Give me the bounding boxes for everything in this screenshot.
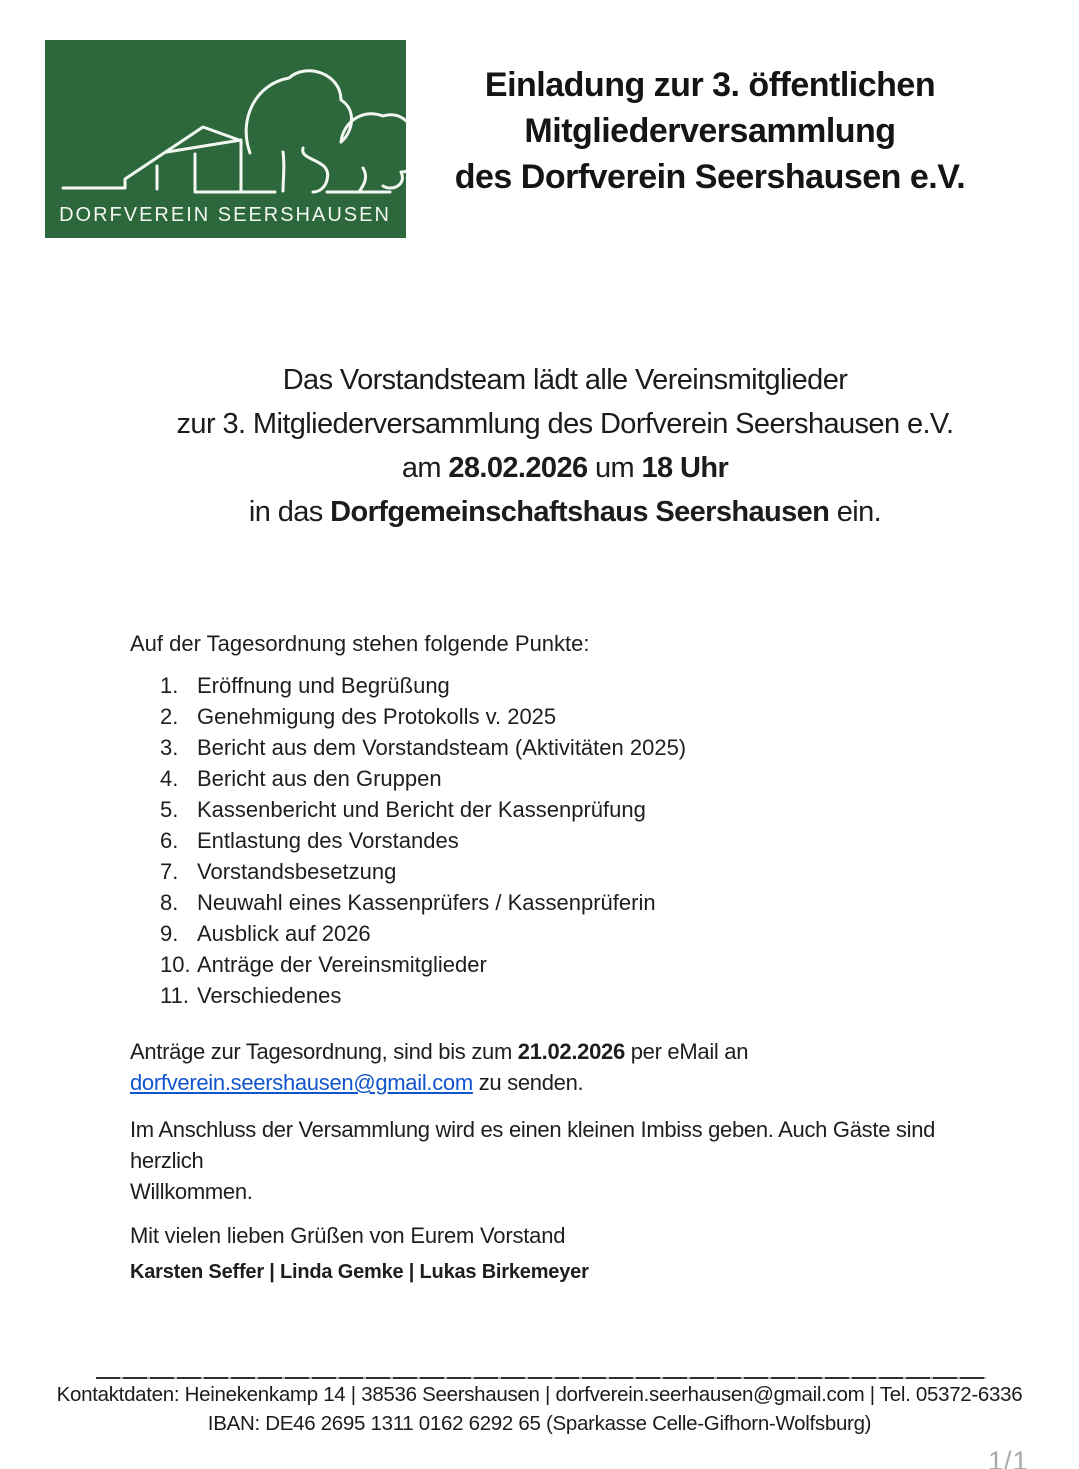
agenda-item <box>160 887 920 918</box>
org-name: DORFVEREIN SEERSHAUSEN <box>59 204 391 226</box>
title-line-2: Mitgliederversammlung <box>524 112 896 150</box>
motions-paragraph <box>130 1036 990 1098</box>
motions-line-2 <box>130 1067 990 1098</box>
agenda-item <box>160 732 920 763</box>
title-line-1: Einladung zur 3. öffentlichen <box>484 66 936 104</box>
agenda-item-number: 11. <box>160 983 189 1008</box>
agenda-item-text: Bericht aus dem Vorstandsteam (Aktivitäten 2025) <box>197 735 687 760</box>
imbiss-paragraph <box>130 1114 1010 1207</box>
agenda-list <box>160 670 920 1011</box>
email-link[interactable]: dorfverein.seershausen@gmail.com <box>130 1070 473 1095</box>
agenda-item-text: Kassenbericht und Bericht der Kassenprüfung <box>197 797 646 822</box>
agenda-item-text: Vorstandsbesetzung <box>197 859 397 884</box>
logo-art-icon <box>45 40 406 238</box>
agenda-item <box>160 918 920 949</box>
invitation-line-3 <box>50 446 1079 490</box>
closing-greeting: Mit vielen lieben Grüßen von Eurem Vorstand <box>130 1223 566 1248</box>
meeting-date: 28.02.2026 <box>448 452 588 484</box>
invitation-line-3-pre: am <box>401 452 449 484</box>
agenda-item-text: Entlastung des Vorstandes <box>197 828 459 853</box>
agenda-item-text: Verschiedenes <box>197 983 342 1008</box>
agenda-item <box>160 763 920 794</box>
agenda-item <box>160 701 920 732</box>
motions-line-1 <box>130 1036 990 1067</box>
agenda-item-text: Neuwahl eines Kassenprüfers / Kassenprüferin <box>197 890 656 915</box>
motions-pre: Anträge zur Tagesordnung, sind bis zum <box>130 1039 518 1064</box>
agenda-item-number: 4. <box>160 766 179 791</box>
logo <box>45 40 406 238</box>
invitation-line-2: zur 3. Mitgliederversammlung des Dorfverein Seershausen e.V. <box>176 408 954 440</box>
agenda-item-number: 8. <box>160 890 179 915</box>
agenda-item-text: Eröffnung und Begrüßung <box>197 673 450 698</box>
agenda-item <box>160 825 920 856</box>
footer-iban-line: IBAN: DE46 2695 1311 0162 6292 65 (Sparkasse Celle-Gifhorn-Wolfsburg) <box>207 1412 872 1435</box>
invitation-line-4 <box>50 490 1079 534</box>
page-title <box>425 62 995 200</box>
invitation-line-4-post: ein. <box>829 496 882 528</box>
motions-post: per eMail an <box>624 1039 749 1064</box>
agenda-item-text: Ausblick auf 2026 <box>197 921 371 946</box>
footer-divider <box>96 1377 986 1379</box>
agenda-item-number: 9. <box>160 921 179 946</box>
invitation-line-3-mid: um <box>587 452 642 484</box>
agenda-item-number: 3. <box>160 735 179 760</box>
agenda-item <box>160 949 920 980</box>
agenda-item-text: Genehmigung des Protokolls v. 2025 <box>197 704 557 729</box>
agenda-item <box>160 794 920 825</box>
agenda-item-text: Bericht aus den Gruppen <box>197 766 442 791</box>
agenda-item <box>160 980 920 1011</box>
agenda-item-number: 1. <box>160 673 179 698</box>
venue-name: Dorfgemeinschaftshaus Seershausen <box>330 496 830 528</box>
motions-after-email: zu senden. <box>472 1070 584 1095</box>
agenda-item <box>160 670 920 701</box>
agenda-item-number: 10. <box>160 952 191 977</box>
agenda-item-number: 2. <box>160 704 179 729</box>
agenda-heading: Auf der Tagesordnung stehen folgende Punkte: <box>130 631 590 656</box>
title-line-3: des Dorfverein Seershausen e.V. <box>454 158 966 196</box>
motions-deadline: 21.02.2026 <box>517 1039 625 1064</box>
agenda-item <box>160 856 920 887</box>
meeting-time: 18 Uhr <box>641 452 729 484</box>
invitation-line-1: Das Vorstandsteam lädt alle Vereinsmitglieder <box>282 364 848 396</box>
agenda-item-number: 7. <box>160 859 179 884</box>
signatures: Karsten Seffer | Linda Gemke | Lukas Birkemeyer <box>130 1261 589 1283</box>
invitation-paragraph <box>50 358 1079 534</box>
agenda-item-number: 6. <box>160 828 179 853</box>
imbiss-line-2: Willkommen. <box>130 1179 253 1204</box>
agenda-item-number: 5. <box>160 797 179 822</box>
page-number: 1/1 <box>988 1446 1029 1469</box>
agenda-item-text: Anträge der Vereinsmitglieder <box>197 952 487 977</box>
footer-contact-line: Kontaktdaten: Heinekenkamp 14 | 38536 Seershausen | dorfverein.seerhausen@gmail.com | Tel. 05372-6336 <box>56 1383 1023 1406</box>
imbiss-line-1: Im Anschluss der Versammlung wird es einen kleinen Imbiss geben. Auch Gäste sind herzlich <box>130 1117 936 1173</box>
invitation-line-4-pre: in das <box>248 496 331 528</box>
